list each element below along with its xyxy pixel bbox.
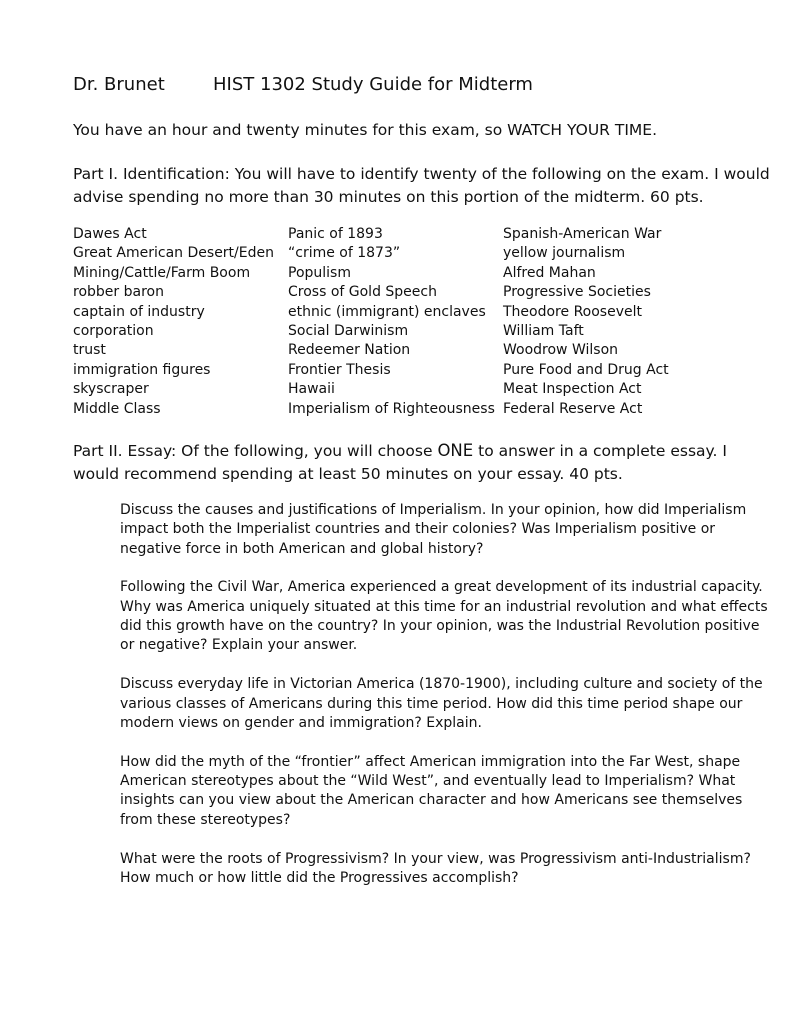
term-item: Social Darwinism [288,322,409,339]
essay-line: What were the roots of Progressivism? In your view, was Progressivism anti-Industrialism? [120,850,751,867]
essay-line: various classes of Americans during this time period. How did this time period shape our [120,695,743,712]
essay-line: Discuss everyday life in Victorian America (1870-1900), including culture and society of the [120,676,763,693]
essay-line: modern views on gender and immigration? Explain. [120,714,482,731]
term-item: Progressive Societies [503,284,651,301]
term-item: Mining/Cattle/Farm Boom [73,264,251,281]
term-item: corporation [73,322,154,339]
term-item: Cross of Gold Speech [288,284,437,301]
part2-text: to answer in a complete essay. I [473,442,727,460]
term-item: William Taft [503,322,584,339]
term-item: yellow journalism [503,245,626,262]
term-item: Frontier Thesis [288,361,391,378]
term-item: Meat Inspection Act [503,381,642,398]
term-item: Panic of 1893 [288,226,383,242]
term-item: Populism [288,264,351,281]
part2-line [73,439,727,463]
term-item: immigration figures [73,361,211,378]
term-item: Pure Food and Drug Act [503,361,669,378]
terms-column-1 [73,225,274,419]
essay-line: Discuss the causes and justifications of Imperialism. In your opinion, how did Imperialism [120,502,747,518]
essay-questions [120,501,768,908]
essay-line: from these stereotypes? [120,811,291,828]
essay-line: Why was America uniquely situated at this time for an industrial revolution and what effects [120,598,768,615]
essay-line: impact both the Imperialist countries and their colonies? Was Imperialism positive or [120,521,716,538]
part2-emphasis: ONE [437,441,474,460]
term-item: Woodrow Wilson [503,342,619,359]
essay-question [120,753,760,830]
term-item: captain of industry [73,303,205,320]
essay-line: American stereotypes about the “Wild West”, and eventually lead to Imperialism? What [120,773,736,790]
essay-question [120,501,760,559]
part1-line: Part I. Identification: You will have to identify twenty of the following on the exam. I would [73,165,770,183]
term-item: Imperialism of Righteousness [288,400,495,417]
term-item: trust [73,342,106,359]
terms-column-3 [503,225,669,419]
intro-paragraph: You have an hour and twenty minutes for this exam, so WATCH YOUR TIME. [73,121,657,139]
essay-line: How did the myth of the “frontier” affect American immigration into the Far West, shape [120,753,741,770]
term-item: Spanish-American War [503,226,662,242]
part2-instructions [73,439,727,486]
essay-question [120,675,763,733]
part1-instructions [73,163,770,209]
essay-line: did this growth have on the country? In your opinion, was the Industrial Revolution positive [120,618,760,635]
term-item: Hawaii [288,381,335,398]
document-title: HIST 1302 Study Guide for Midterm [213,74,533,95]
essay-question [120,850,760,889]
essay-line: negative force in both American and global history? [120,540,484,557]
term-item: “crime of 1873” [288,245,401,262]
term-item: Alfred Mahan [503,264,596,281]
essay-question [120,578,768,655]
term-item: Middle Class [73,400,161,417]
part1-line: advise spending no more than 30 minutes on this portion of the midterm. 60 pts. [73,188,704,206]
term-item: robber baron [73,284,164,301]
author-name: Dr. Brunet [73,74,165,95]
terms-column-2 [288,225,495,419]
term-item: ethnic (immigrant) enclaves [288,303,486,320]
essay-line: or negative? Explain your answer. [120,637,358,654]
part2-text: Part II. Essay: Of the following, you will choose [73,442,438,460]
term-item: Redeemer Nation [288,342,411,359]
essay-line: insights can you view about the American character and how Americans see themselves [120,792,743,809]
essay-line: How much or how little did the Progressives accomplish? [120,869,519,886]
term-item: Great American Desert/Eden [73,245,274,262]
essay-line: Following the Civil War, America experienced a great development of its industrial capacity. [120,579,763,596]
term-item: Dawes Act [73,226,147,242]
document-header [73,74,533,95]
term-item: skyscraper [73,381,149,398]
term-item: Theodore Roosevelt [503,303,642,320]
term-item: Federal Reserve Act [503,400,643,417]
part2-line: would recommend spending at least 50 minutes on your essay. 40 pts. [73,465,623,483]
